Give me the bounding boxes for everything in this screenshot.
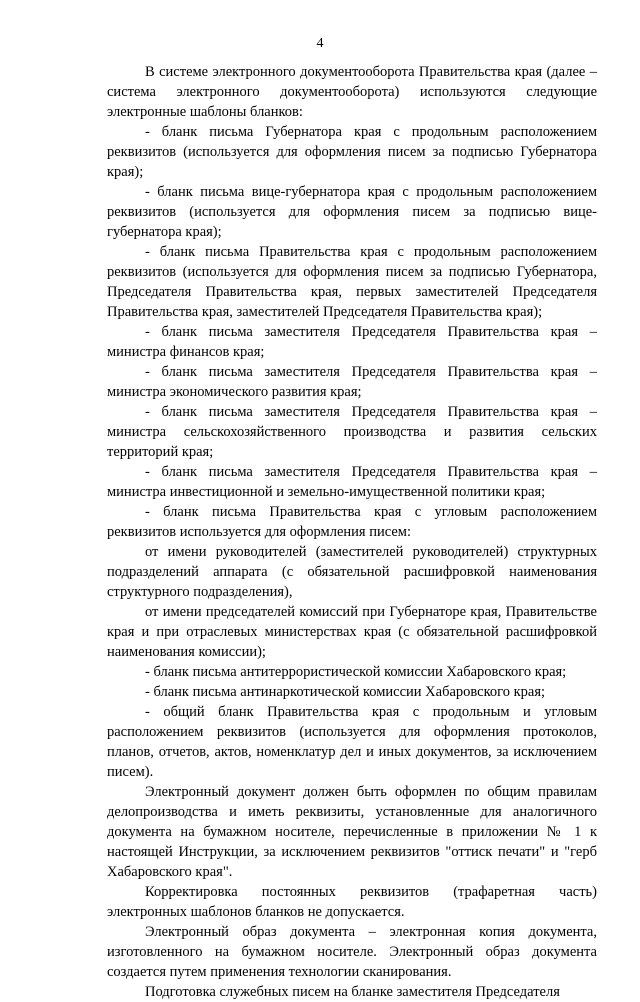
- list-item: - бланк письма заместителя Председателя Правительства края – министра экономического развития края;: [107, 364, 597, 400]
- list-item: - бланк письма заместителя Председателя Правительства края – министра сельскохозяйственного производства и развития сельских территорий края;: [107, 404, 597, 460]
- list-item: - бланк письма заместителя Председателя Правительства края – министра финансов края;: [107, 324, 597, 360]
- document-body: [107, 62, 597, 1002]
- list-item: - общий бланк Правительства края с продольным и угловым расположением реквизитов (используется для оформления протоколов, планов, отчетов, актов, номенклатур дел и иных документов, за исключением писем).: [107, 704, 597, 780]
- list-item: - бланк письма антитеррористической комиссии Хабаровского края;: [145, 664, 567, 680]
- list-item: - бланк письма вице-губернатора края с продольным расположением реквизитов (используется для оформления писем за подписью вице-губернатора края);: [107, 184, 597, 240]
- paragraph: Электронный документ должен быть оформлен по общим правилам делопроизводства и иметь реквизиты, установленные для аналогичного документа на бумажном носителе, перечисленные в приложении № 1 к настоящей Инструкции, за исключением реквизитов "оттиск печати" и "герб Хабаровского края".: [107, 784, 597, 880]
- list-item: - бланк письма антинаркотической комиссии Хабаровского края;: [145, 684, 546, 700]
- page-number: 4: [316, 36, 324, 51]
- sub-item: от имени руководителей (заместителей руководителей) структурных подразделений аппарата (с обязательной расшифровкой наименования структурного подразделения),: [107, 544, 597, 600]
- paragraph: Корректировка постоянных реквизитов (трафаретная часть) электронных шаблонов бланков не допускается.: [107, 884, 597, 920]
- paragraph: В системе электронного документооборота Правительства края (далее – система электронного документооборота) используются следующие электронные шаблоны бланков:: [107, 64, 597, 120]
- list-item: - бланк письма Губернатора края с продольным расположением реквизитов (используется для оформления писем за подписью Губернатора края);: [107, 124, 597, 180]
- list-item: - бланк письма Правительства края с продольным расположением реквизитов (используется для оформления писем за подписью Губернатора, Председателя Правительства края, первых заместителей Председателя Правительства края, заместителей Председателя Правительства края);: [107, 244, 597, 320]
- list-item: - бланк письма заместителя Председателя Правительства края – министра инвестиционной и земельно-имущественной политики края;: [107, 464, 597, 500]
- paragraph: Электронный образ документа – электронная копия документа, изготовленного на бумажном носителе. Электронный образ документа создается путем применения технологии сканирования.: [107, 924, 597, 980]
- list-item: - бланк письма Правительства края с угловым расположением реквизитов используется для оформления писем:: [107, 504, 597, 540]
- sub-item: от имени председателей комиссий при Губернаторе края, Правительстве края и при отраслевых министерствах края (с обязательной расшифровкой наименования комиссии);: [107, 604, 597, 660]
- paragraph: Подготовка служебных писем на бланке заместителя Председателя: [145, 984, 560, 1000]
